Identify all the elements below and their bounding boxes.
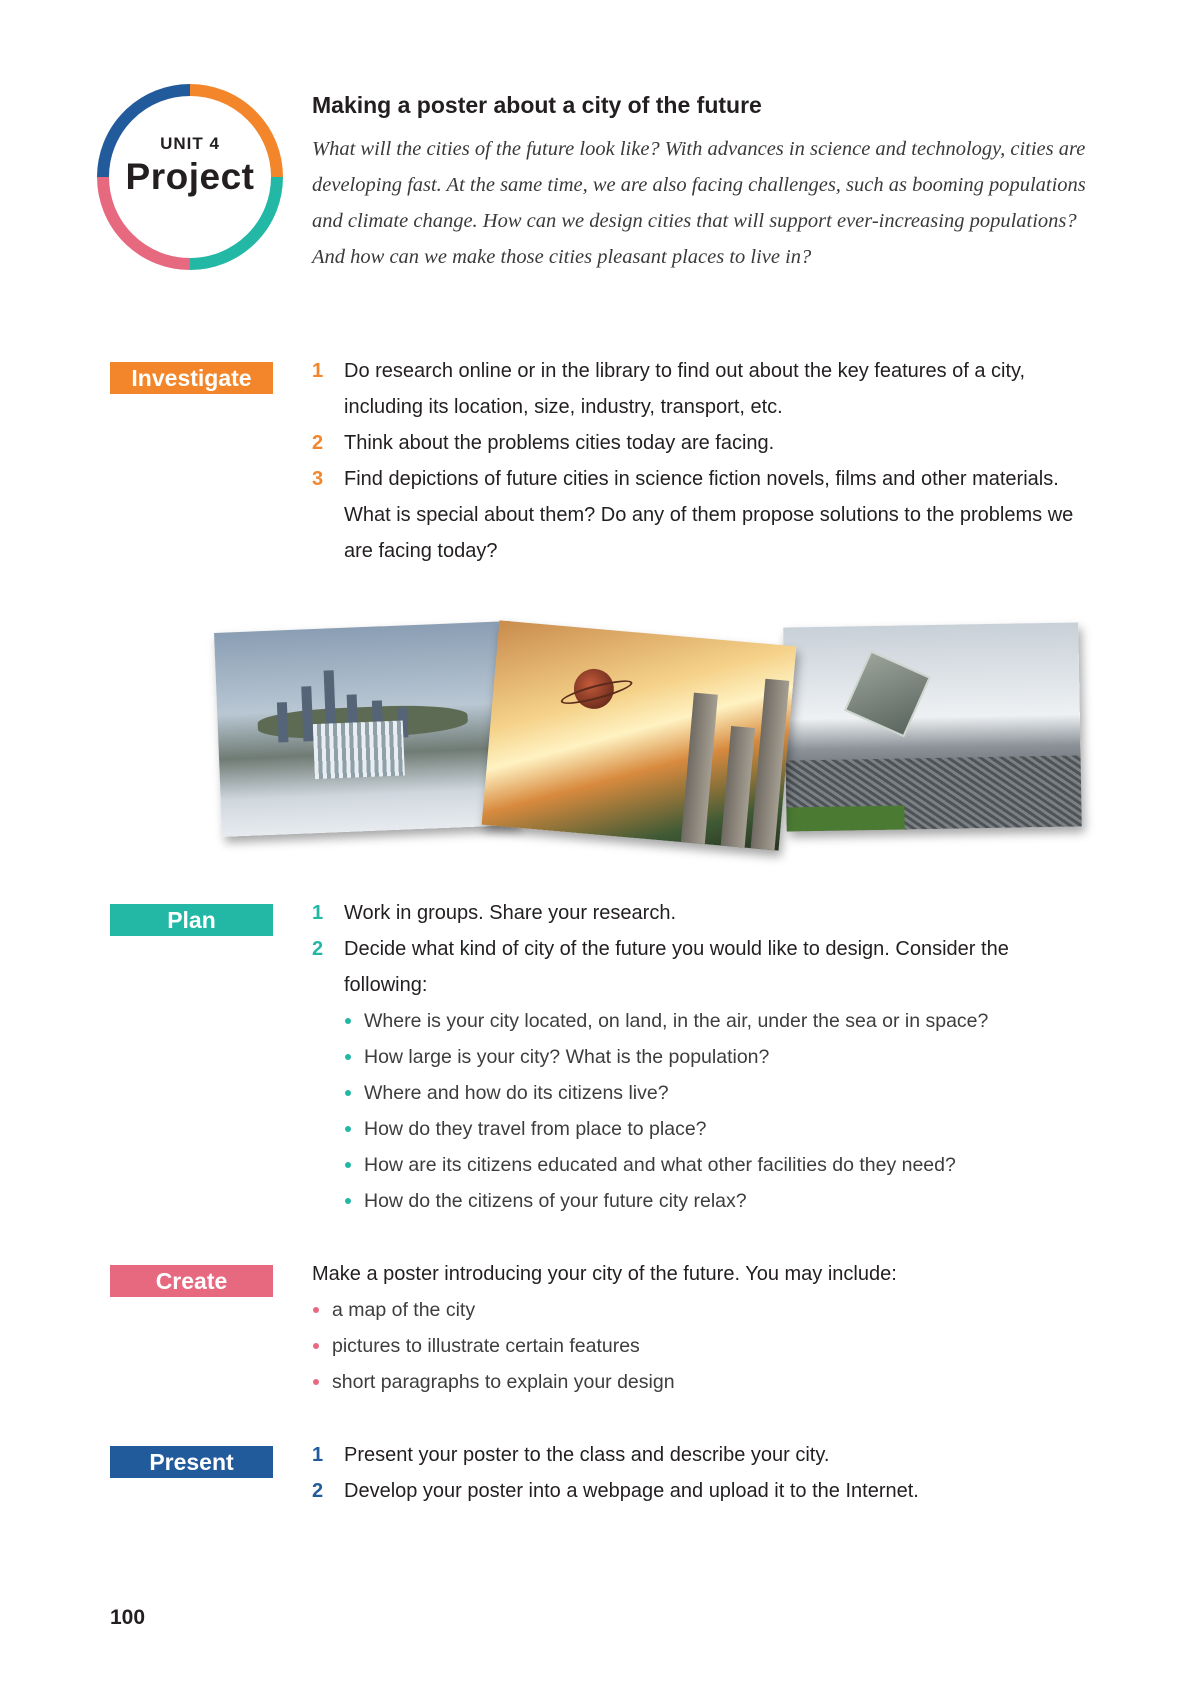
bullet-item: Where is your city located, on land, in the air, under the sea or in space? — [344, 1003, 1092, 1039]
plan-section — [312, 895, 1092, 1219]
page-number: 100 — [110, 1606, 146, 1629]
item-number: 1 — [312, 1444, 324, 1466]
bullet-item: pictures to illustrate certain features — [312, 1328, 1092, 1364]
bullet-item: How are its citizens educated and what other facilities do they need? — [344, 1147, 1092, 1183]
unit-label: UNIT 4 — [160, 134, 220, 153]
bullet-item: How do the citizens of your future city relax? — [344, 1183, 1092, 1219]
investigate-label: Investigate — [110, 362, 273, 394]
present-section — [312, 1437, 1092, 1509]
unit-badge — [95, 82, 285, 272]
plan-label: Plan — [110, 904, 273, 936]
list-item — [312, 931, 1092, 1003]
item-text: Do research online or in the library to find out about the key features of a city, including its location, size, industry, transport, etc. — [344, 360, 1026, 418]
item-text: Develop your poster into a webpage and upload it to the Internet. — [344, 1480, 919, 1502]
item-number: 1 — [312, 902, 324, 924]
bullet-item: How do they travel from place to place? — [344, 1111, 1092, 1147]
bullet-item: How large is your city? What is the population? — [344, 1039, 1092, 1075]
intro-paragraph: What will the cities of the future look like? With advances in science and technology, cities are developing fast. At the same time, we are also facing challenges, such as booming populations and climate change. How can we design cities that will support ever-increasing populations? And how can we make those cities pleasant places to live in? — [312, 138, 1086, 268]
bullet-item: a map of the city — [312, 1292, 1092, 1328]
list-item — [312, 425, 1092, 461]
create-intro: Make a poster introducing your city of the future. You may include: — [312, 1263, 897, 1285]
list-item — [312, 353, 1092, 425]
item-text: Work in groups. Share your research. — [344, 902, 677, 924]
item-number: 1 — [312, 360, 324, 382]
bullet-item: Where and how do its citizens live? — [344, 1075, 1092, 1111]
bullet-item: short paragraphs to explain your design — [312, 1364, 1092, 1400]
list-item — [312, 895, 1092, 931]
item-text: Think about the problems cities today are facing. — [344, 432, 775, 454]
list-item — [312, 1473, 1092, 1509]
present-label: Present — [110, 1446, 273, 1478]
floating-cube-photo — [783, 622, 1082, 831]
item-number: 2 — [312, 938, 324, 960]
item-text: Find depictions of future cities in science fiction novels, films and other materials. What is special about them? Do any of them propose solutions to the problems we are facing today? — [344, 468, 1074, 562]
create-section — [312, 1256, 1092, 1400]
item-number: 2 — [312, 432, 324, 454]
item-number: 2 — [312, 1480, 324, 1502]
sunset-towers-photo — [482, 620, 797, 850]
investigate-section — [312, 353, 1092, 569]
floating-city-photo — [214, 621, 518, 837]
item-text: Present your poster to the class and describe your city. — [344, 1444, 830, 1466]
item-number: 3 — [312, 468, 324, 490]
create-label: Create — [110, 1265, 273, 1297]
list-item — [312, 1437, 1092, 1473]
page-title: Making a poster about a city of the future — [312, 92, 762, 118]
list-item — [312, 461, 1092, 569]
future-city-photos — [210, 615, 1090, 865]
project-label: Project — [125, 156, 255, 197]
item-text: Decide what kind of city of the future you would like to design. Consider the following: — [344, 938, 1009, 996]
